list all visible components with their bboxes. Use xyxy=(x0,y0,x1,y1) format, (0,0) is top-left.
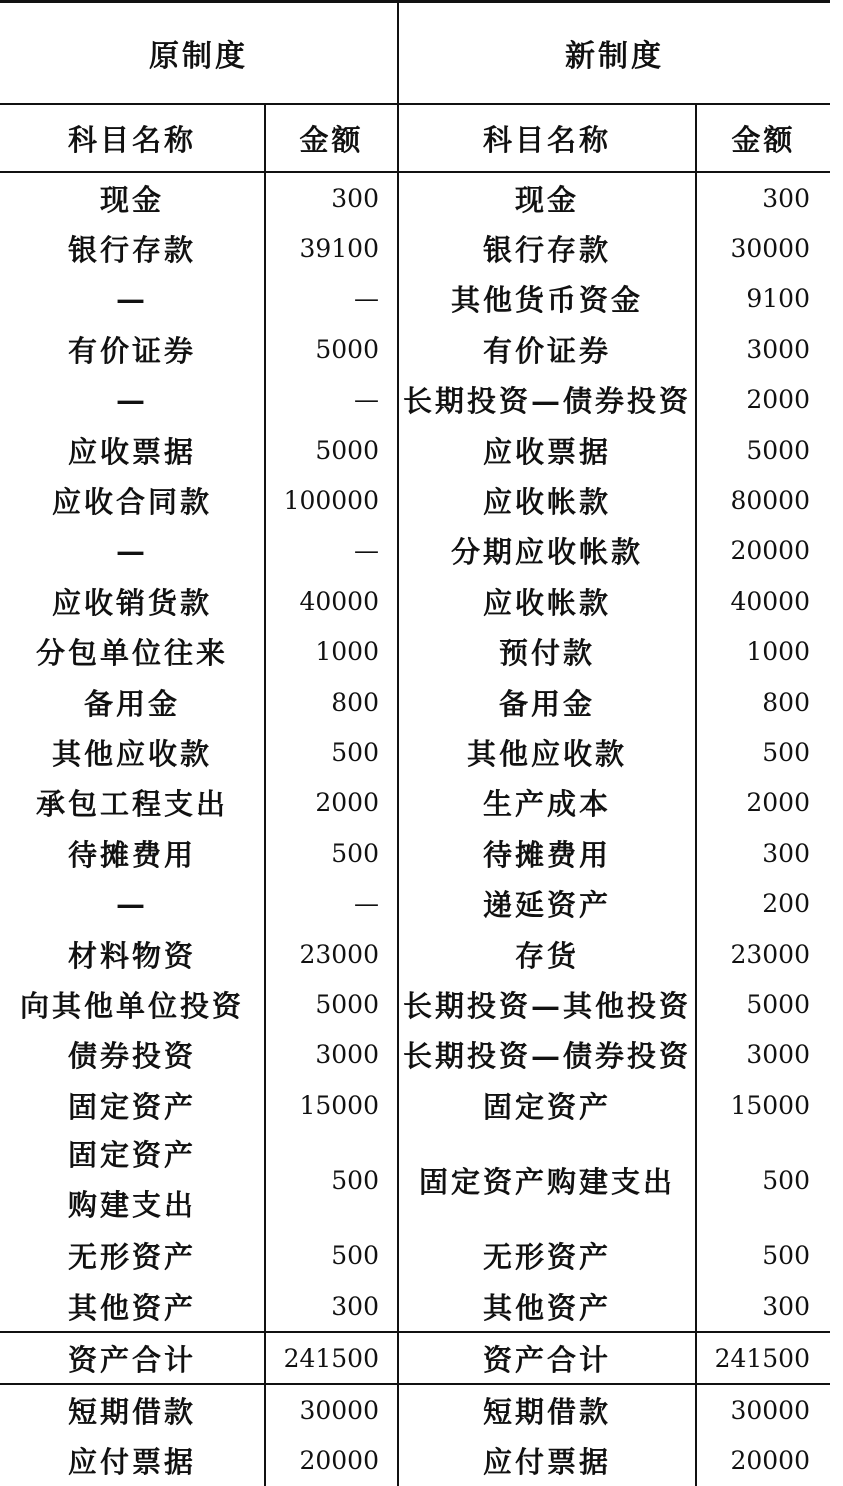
new-amount: 2000 xyxy=(746,788,810,818)
total-row xyxy=(0,1332,830,1384)
old-amount: 500 xyxy=(265,1130,398,1230)
old-amount: 20000 xyxy=(265,1436,398,1486)
old-amount: 241500 xyxy=(265,1332,398,1384)
old-account-name-multiline xyxy=(68,1130,196,1230)
new-amount: 200 xyxy=(762,889,810,919)
table-row xyxy=(0,878,830,928)
old-account-name: 固定资产 xyxy=(0,1080,265,1130)
old-account-name: 分包单位往来 xyxy=(0,627,265,677)
old-amount: 5000 xyxy=(265,979,398,1029)
old-account-name-line2: 购建支出 xyxy=(67,1188,196,1223)
new-amount: 300 xyxy=(762,838,810,868)
old-amount: 30000 xyxy=(265,1384,398,1435)
new-account-name: 其他应收款 xyxy=(398,727,696,777)
old-account-name: 债券投资 xyxy=(0,1030,265,1080)
table-row xyxy=(0,979,830,1029)
old-amount: 500 xyxy=(265,727,398,777)
new-amount: 5000 xyxy=(746,435,810,465)
old-account-name: 应付票据 xyxy=(0,1436,265,1486)
old-amount: — xyxy=(265,274,398,324)
column-header-row xyxy=(0,104,830,172)
old-amount: 500 xyxy=(265,828,398,878)
old-account-name: — xyxy=(0,375,265,425)
new-account-name: 应收帐款 xyxy=(398,576,696,626)
old-amount: 800 xyxy=(265,677,398,727)
new-account-name: 其他资产 xyxy=(398,1281,696,1332)
old-amount: — xyxy=(265,878,398,928)
new-amount: 300 xyxy=(762,183,810,213)
table-row xyxy=(0,727,830,777)
new-account-name: 其他货币资金 xyxy=(398,274,696,324)
new-account-name: 银行存款 xyxy=(398,223,696,273)
table-row xyxy=(0,475,830,525)
new-account-name: 递延资产 xyxy=(398,878,696,928)
table-row xyxy=(0,1230,830,1280)
new-amount: 500 xyxy=(762,1241,810,1271)
new-amount: 23000 xyxy=(730,939,810,969)
old-account-name: 待摊费用 xyxy=(0,828,265,878)
old-account-name: 承包工程支出 xyxy=(0,778,265,828)
new-amount: 1000 xyxy=(746,637,810,667)
table-row xyxy=(0,324,830,374)
new-account-name: 无形资产 xyxy=(398,1230,696,1280)
table-row xyxy=(0,274,830,324)
new-account-name: 固定资产 xyxy=(398,1080,696,1130)
new-system-title: 新制度 xyxy=(398,2,830,105)
old-account-name: 有价证券 xyxy=(0,324,265,374)
old-account-name xyxy=(0,1130,265,1230)
new-account-name: 资产合计 xyxy=(398,1332,696,1384)
old-account-name-line1: 固定资产 xyxy=(67,1138,196,1173)
new-amount: 30000 xyxy=(730,1395,810,1425)
new-account-name: 分期应收帐款 xyxy=(398,526,696,576)
new-amount: 9100 xyxy=(746,284,810,314)
old-account-name: 向其他单位投资 xyxy=(0,979,265,1029)
new-amount: 15000 xyxy=(730,1090,810,1120)
old-account-name: 应收合同款 xyxy=(0,475,265,525)
table-row xyxy=(0,1384,830,1435)
old-account-name: 材料物资 xyxy=(0,929,265,979)
table-row xyxy=(0,1080,830,1130)
table-row xyxy=(0,929,830,979)
old-amount: 39100 xyxy=(265,223,398,273)
new-amount: 80000 xyxy=(730,486,810,516)
old-account-name: 资产合计 xyxy=(0,1332,265,1384)
table-row xyxy=(0,1030,830,1080)
old-account-name: — xyxy=(0,526,265,576)
old-amount: 100000 xyxy=(265,475,398,525)
old-account-name: 应收票据 xyxy=(0,425,265,475)
old-amount: 5000 xyxy=(265,425,398,475)
old-amount: 23000 xyxy=(265,929,398,979)
new-account-name: 存货 xyxy=(398,929,696,979)
new-amount: 300 xyxy=(762,1291,810,1321)
new-account-name: 待摊费用 xyxy=(398,828,696,878)
col-header-old-amount: 金额 xyxy=(265,104,398,172)
old-amount: 3000 xyxy=(265,1030,398,1080)
old-account-name: 银行存款 xyxy=(0,223,265,273)
table-row xyxy=(0,425,830,475)
table-row xyxy=(0,627,830,677)
new-amount: 500 xyxy=(762,737,810,767)
new-account-name: 应收帐款 xyxy=(398,475,696,525)
col-header-old-name: 科目名称 xyxy=(0,104,265,172)
old-account-name: — xyxy=(0,274,265,324)
old-amount: 15000 xyxy=(265,1080,398,1130)
old-amount: 1000 xyxy=(265,627,398,677)
new-amount: 5000 xyxy=(746,989,810,1019)
old-amount: 300 xyxy=(265,1281,398,1332)
old-amount: 5000 xyxy=(265,324,398,374)
table-row xyxy=(0,526,830,576)
new-amount: 800 xyxy=(762,687,810,717)
old-account-name: 现金 xyxy=(0,172,265,223)
old-account-name: 其他资产 xyxy=(0,1281,265,1332)
old-system-title: 原制度 xyxy=(0,2,398,105)
new-account-name: 备用金 xyxy=(398,677,696,727)
old-account-name: — xyxy=(0,878,265,928)
old-account-name: 备用金 xyxy=(0,677,265,727)
old-account-name: 其他应收款 xyxy=(0,727,265,777)
new-account-name: 预付款 xyxy=(398,627,696,677)
table-row xyxy=(0,172,830,223)
new-amount: 3000 xyxy=(746,334,810,364)
new-amount: 20000 xyxy=(730,1446,810,1476)
new-amount: 30000 xyxy=(730,234,810,264)
new-account-name: 有价证券 xyxy=(398,324,696,374)
new-account-name: 长期投资—债券投资 xyxy=(398,1030,696,1080)
old-amount: 300 xyxy=(265,172,398,223)
new-amount: 40000 xyxy=(730,586,810,616)
new-amount: 2000 xyxy=(746,385,810,415)
table-row xyxy=(0,375,830,425)
old-amount: — xyxy=(265,526,398,576)
old-amount: 40000 xyxy=(265,576,398,626)
table-row xyxy=(0,1281,830,1332)
col-header-new-amount: 金额 xyxy=(696,104,830,172)
old-amount: 2000 xyxy=(265,778,398,828)
old-amount: — xyxy=(265,375,398,425)
new-amount: 20000 xyxy=(730,536,810,566)
new-account-name: 应付票据 xyxy=(398,1436,696,1486)
table-row xyxy=(0,223,830,273)
table-row xyxy=(0,778,830,828)
header-row xyxy=(0,2,830,105)
old-account-name: 应收销货款 xyxy=(0,576,265,626)
new-account-name: 长期投资—其他投资 xyxy=(398,979,696,1029)
new-account-name: 短期借款 xyxy=(398,1384,696,1435)
new-account-name: 固定资产购建支出 xyxy=(398,1130,696,1230)
table-row xyxy=(0,677,830,727)
table-row xyxy=(0,1436,830,1486)
new-amount: 241500 xyxy=(696,1332,830,1384)
new-amount: 3000 xyxy=(746,1040,810,1070)
old-account-name: 短期借款 xyxy=(0,1384,265,1435)
table-row xyxy=(0,1130,830,1230)
col-header-new-name: 科目名称 xyxy=(398,104,696,172)
new-account-name: 生产成本 xyxy=(398,778,696,828)
old-amount: 500 xyxy=(265,1230,398,1280)
new-amount: 500 xyxy=(762,1165,810,1195)
table-row xyxy=(0,576,830,626)
new-account-name: 现金 xyxy=(398,172,696,223)
old-account-name: 无形资产 xyxy=(0,1230,265,1280)
new-account-name: 长期投资—债券投资 xyxy=(398,375,696,425)
table-row xyxy=(0,828,830,878)
new-account-name: 应收票据 xyxy=(398,425,696,475)
